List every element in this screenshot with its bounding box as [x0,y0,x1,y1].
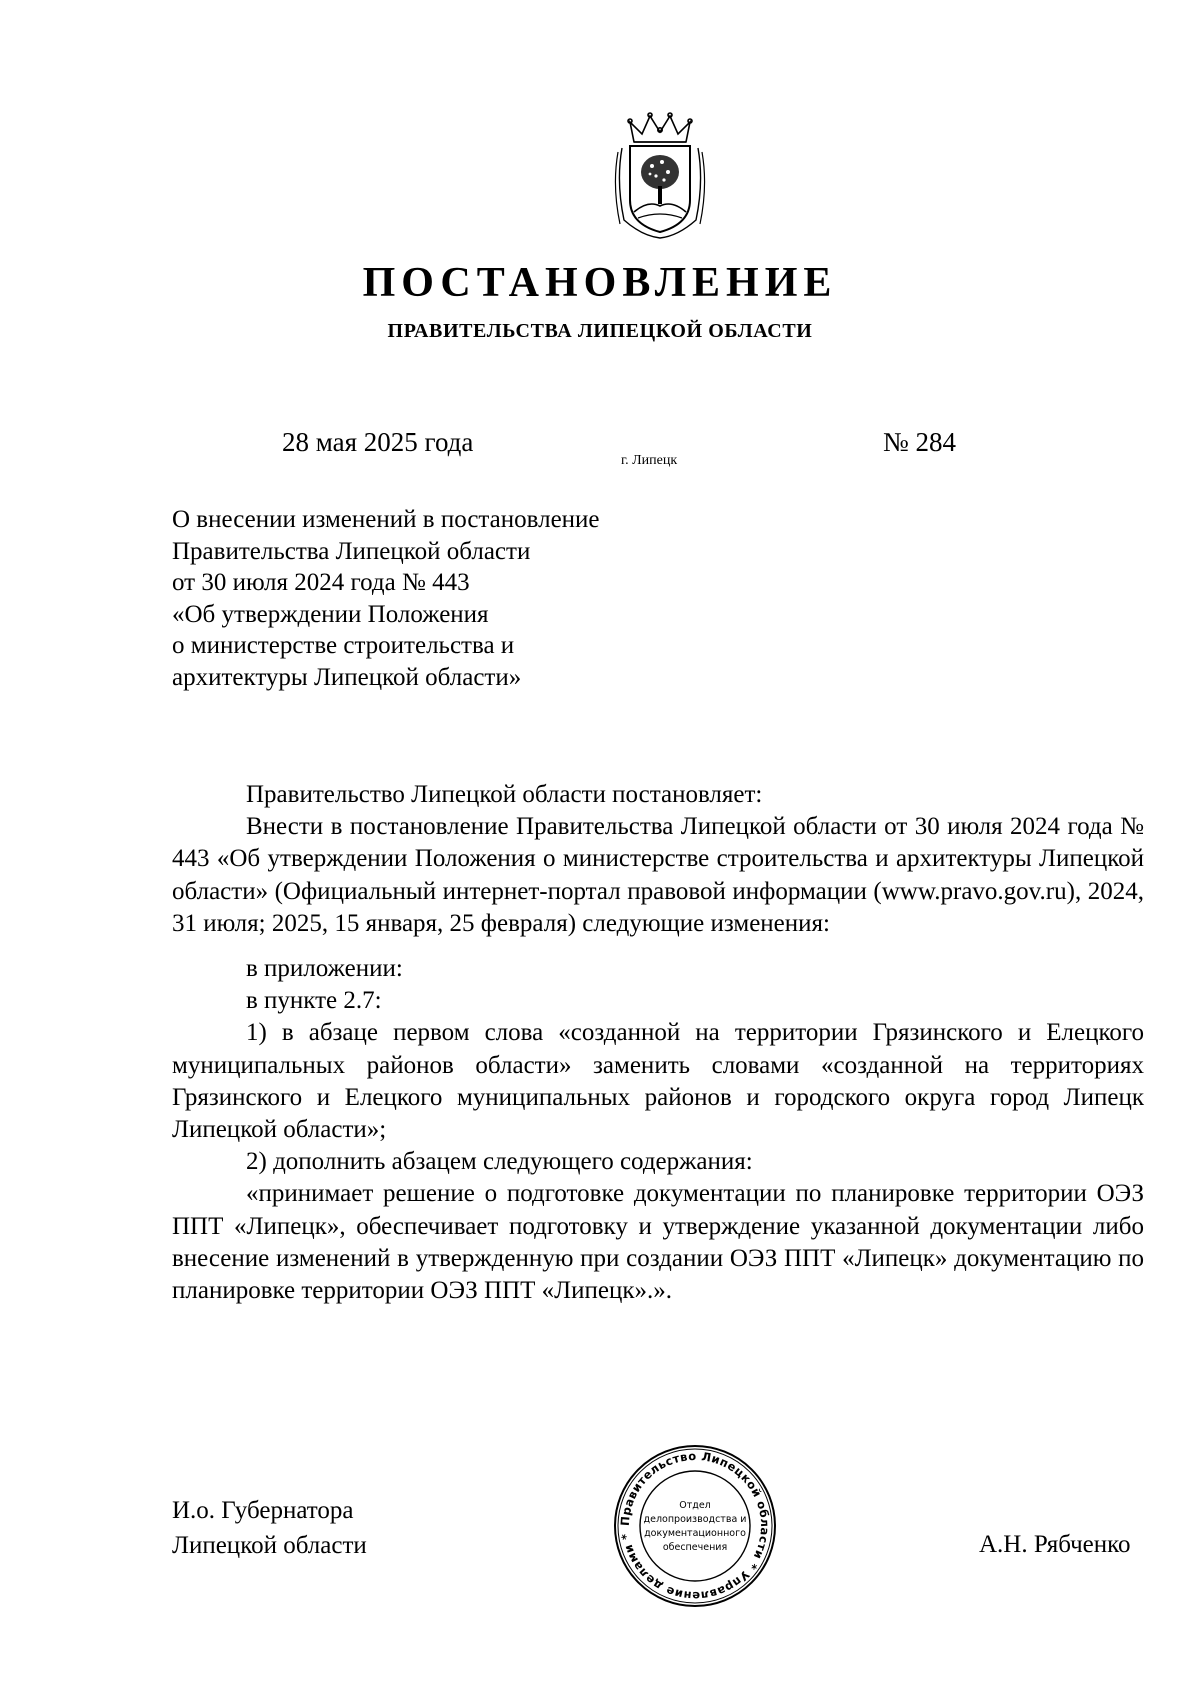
stamp-center-line: Отдел [679,1500,711,1511]
document-subject [172,504,600,693]
body-paragraph: Правительство Липецкой области постановляет: [246,781,763,808]
signatory-name: А.Н. Рябченко [979,1531,1131,1558]
document-subtitle: ПРАВИТЕЛЬСТВА ЛИПЕЦКОЙ ОБЛАСТИ [387,320,813,342]
subject-line: о министерстве строительства и [172,632,515,659]
document-title: ПОСТАНОВЛЕНИЕ [362,260,838,306]
subject-line: Правительства Липецкой области [172,537,531,565]
subject-line: «Об утверждении Положения [172,600,489,628]
body-paragraph: 2) дополнить абзацем следующего содержания: [246,1148,753,1176]
official-stamp [612,1443,778,1609]
document-date: 28 мая 2025 года [282,427,474,457]
document-city: г. Липецк [621,453,678,468]
coat-of-arms-icon [612,112,708,240]
document-body [172,779,1144,1307]
subject-line: от 30 июля 2024 года № 443 [172,569,470,596]
body-paragraph: в пункте 2.7: [246,987,382,1015]
body-paragraph: «принимает решение о подготовке документации по планировке территории ОЭЗ ППТ «Липецк», обеспечивает подготовку и утверждение указанной документации либо внесение изменений в утвержденную при создании ОЭЗ ППТ «Липецк» документацию по планировке территории ОЭЗ ППТ «Липецк».». [172,1180,1144,1305]
stamp-outer-text: Правительство Липецкой области * Управление делами * [617,1448,773,1604]
signatory-position-line: И.о. Губернатора [172,1497,354,1524]
subject-line: архитектуры Липецкой области» [172,663,522,691]
body-paragraph: в приложении: [246,955,403,983]
body-paragraph: 1) в абзаце первом слова «созданной на территории Грязинского и Елецкого муниципальных районов области» заменить словами «созданной на территориях Грязинского и Елецкого муниципальных районов и городского округа город Липецк Липецкой области»; [172,1019,1144,1144]
body-paragraph: Внести в постановление Правительства Липецкой области от 30 июля 2024 года № 443 «Об утверждении Положения о министерстве строительства и архитектуры Липецкой области» (Официальный интернет-портал правовой информации (www.pravo.gov.ru), 2024, 31 июля; 2025, 15 января, 25 февраля) следующие изменения: [172,813,1144,937]
stamp-center-line: обеспечения [662,1542,728,1553]
signatory-position-line: Липецкой области [172,1532,367,1559]
svg-text:Правительство Липецкой области [618,1449,772,1603]
document-number: № 284 [883,427,957,457]
signatory-position [172,1493,367,1563]
stamp-center-line: делопроизводства и [643,1514,747,1525]
stamp-center-line: документационного [644,1528,746,1539]
subject-line: О внесении изменений в постановление [172,506,600,533]
